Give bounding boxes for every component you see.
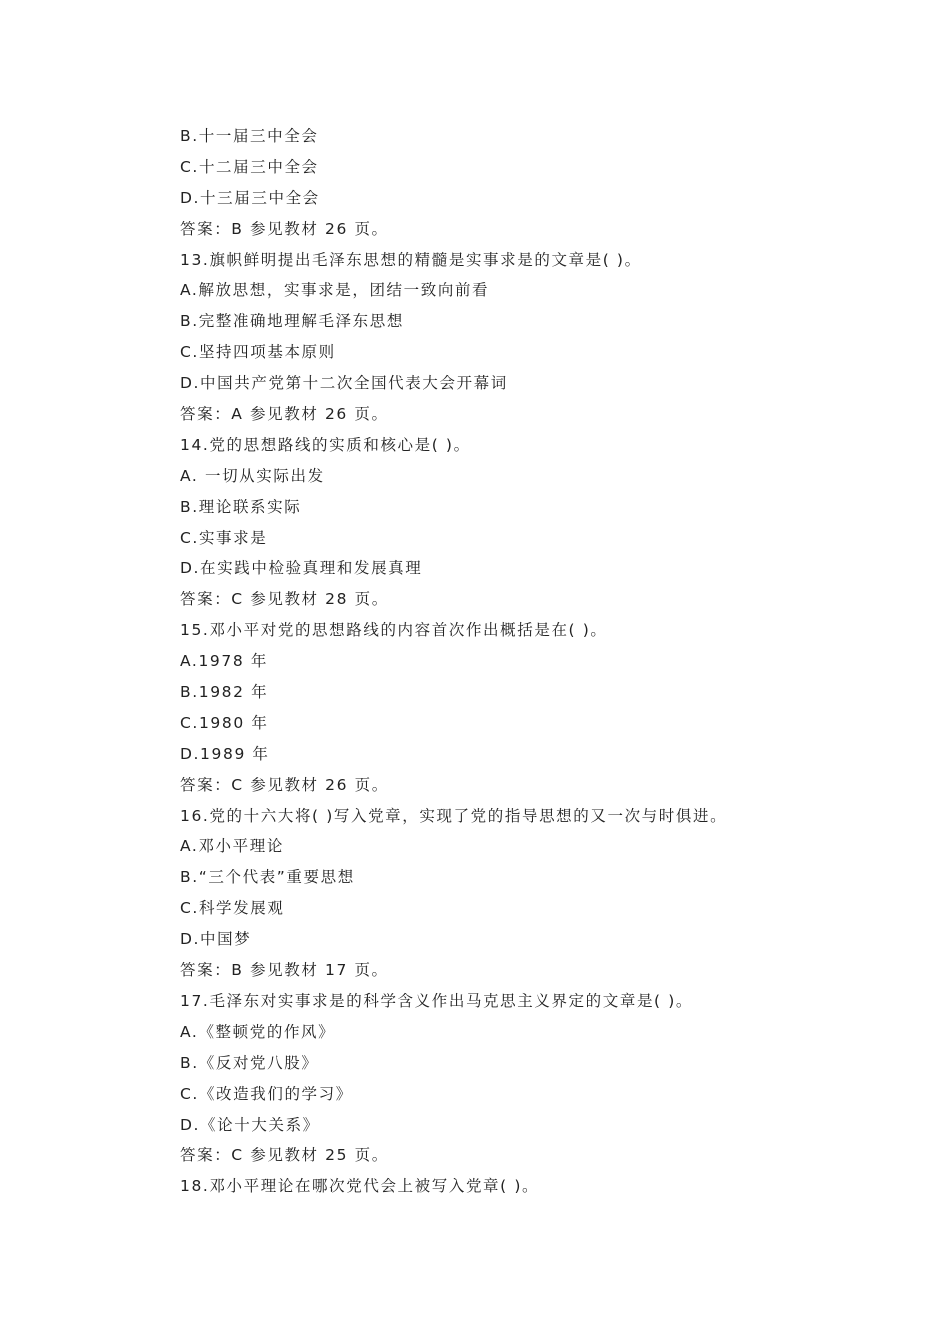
option-c-line: C.十二届三中全会 xyxy=(180,157,319,176)
option-a-line: A.邓小平理论 xyxy=(180,837,284,856)
answer-line: 答案：A 参见教材 26 页。 xyxy=(180,405,389,424)
question-15: 15.邓小平对党的思想路线的内容首次作出概括是在( )。 xyxy=(180,621,608,640)
option-c-line: C.1980 年 xyxy=(180,713,269,732)
question-17: 17.毛泽东对实事求是的科学含义作出马克思主义界定的文章是( )。 xyxy=(180,991,693,1010)
answer-line: 答案：B 参见教材 26 页。 xyxy=(180,219,389,238)
option-a-line: A. 一切从实际出发 xyxy=(180,466,325,485)
option-d-line: D.中国共产党第十二次全国代表大会开幕词 xyxy=(180,374,508,393)
option-b-line: B.1982 年 xyxy=(180,683,269,702)
option-d-line: D.中国梦 xyxy=(180,930,252,949)
option-c-line: C.实事求是 xyxy=(180,528,268,547)
question-14: 14.党的思想路线的实质和核心是( )。 xyxy=(180,435,471,454)
document-page xyxy=(180,121,900,1202)
option-b-line: B.《反对党八股》 xyxy=(180,1053,319,1072)
option-c-line: C.坚持四项基本原则 xyxy=(180,343,336,362)
option-a-line: A.《整顿党的作风》 xyxy=(180,1022,336,1041)
option-d-line: D.1989 年 xyxy=(180,744,270,763)
option-d-line: D.《论十大关系》 xyxy=(180,1115,320,1134)
question-13: 13.旗帜鲜明提出毛泽东思想的精髓是实事求是的文章是( )。 xyxy=(180,250,642,269)
option-d-line: D.十三届三中全会 xyxy=(180,188,320,207)
option-b-line: B.十一届三中全会 xyxy=(180,127,319,145)
answer-line: 答案：B 参见教材 17 页。 xyxy=(180,961,389,980)
option-d-line: D.在实践中检验真理和发展真理 xyxy=(180,559,423,578)
question-18: 18.邓小平理论在哪次党代会上被写入党章( )。 xyxy=(180,1177,540,1196)
option-b-line: B.理论联系实际 xyxy=(180,497,302,516)
option-b-line: B.“三个代表”重要思想 xyxy=(180,868,355,887)
question-16: 16.党的十六大将( )写入党章，实现了党的指导思想的又一次与时俱进。 xyxy=(180,806,728,825)
option-c-line: C.科学发展观 xyxy=(180,899,285,918)
answer-line: 答案：C 参见教材 26 页。 xyxy=(180,775,389,794)
option-b-line: B.完整准确地理解毛泽东思想 xyxy=(180,312,404,331)
answer-line: 答案：C 参见教材 28 页。 xyxy=(180,590,389,609)
option-c-line: C.《改造我们的学习》 xyxy=(180,1084,353,1103)
answer-line: 答案：C 参见教材 25 页。 xyxy=(180,1146,389,1165)
option-a-line: A.解放思想，实事求是，团结一致向前看 xyxy=(180,281,490,300)
option-a-line: A.1978 年 xyxy=(180,652,268,671)
